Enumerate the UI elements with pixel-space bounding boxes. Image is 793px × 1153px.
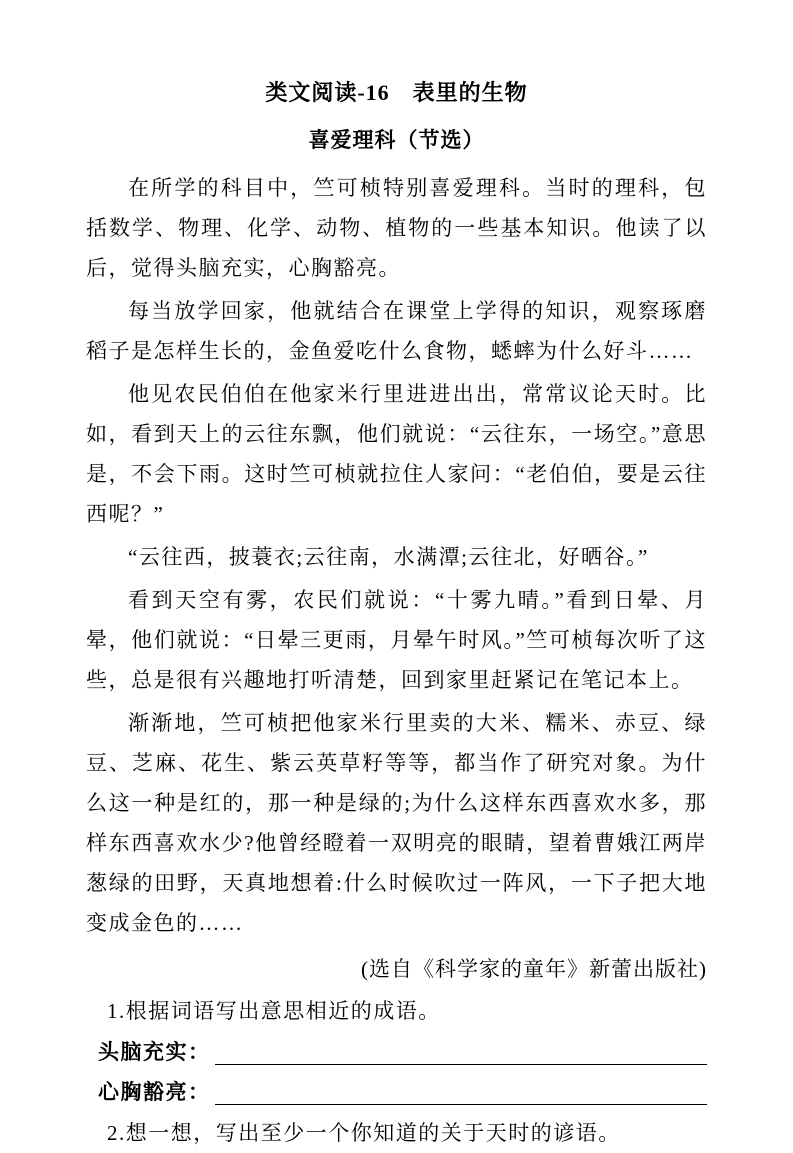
paragraph-2: 每当放学回家，他就结合在课堂上学得的知识，观察琢磨稻子是怎样生长的，金鱼爱吃什么食物，蟋蟀为什么好斗…… xyxy=(86,299,707,363)
fill-label-1: 头脑充实： xyxy=(98,1040,211,1064)
question-1: 1.根据词语写出意思相近的成语。 xyxy=(107,999,441,1023)
paragraph-3: 他见农民伯伯在他家米行里进进出出，常常议论天时。比如，看到天上的云往东飘，他们就说：“云往东，一场空。”意思是，不会下雨。这时竺可桢就拉住人家问：“老伯伯，要是云往西呢？” xyxy=(86,382,707,526)
paragraph-6: 渐渐地，竺可桢把他家米行里卖的大米、糯米、赤豆、绿豆、芝麻、花生、紫云英草籽等等，都当作了研究对象。为什么这一种是红的，那一种是绿的;为什么这样东西喜欢水多，那样东西喜欢水少?他曾经瞪着一双明亮的眼睛，望着曹娥江两岸葱绿的田野，天真地想着:什么时候吹过一阵风，一下子把大地变成金色的…… xyxy=(86,711,707,935)
question-2: 2.想一想，写出至少一个你知道的关于天时的谚语。 xyxy=(107,1121,621,1145)
fill-row-1 xyxy=(86,1033,707,1071)
fill-row-2 xyxy=(86,1073,707,1111)
paragraph-4: “云往西，披蓑衣;云往南，水满潭;云往北，好晒谷。” xyxy=(128,545,649,569)
source-attribution: (选自《科学家的童年》新蕾出版社) xyxy=(361,957,707,981)
fill-label-2: 心胸豁亮： xyxy=(98,1080,211,1104)
document-title: 类文阅读-16 表里的生物 xyxy=(265,80,528,105)
paragraph-1: 在所学的科目中，竺可桢特别喜爱理科。当时的理科，包括数学、物理、化学、动物、植物的一些基本知识。他读了以后，觉得头脑充实，心胸豁亮。 xyxy=(86,176,707,280)
document-subtitle: 喜爱理科（节选） xyxy=(308,128,485,152)
paragraph-5: 看到天空有雾，农民们就说：“十雾九晴。”看到日晕、月晕，他们就说：“日晕三更雨，月晕午时风。”竺可桢每次听了这些，总是很有兴趣地打听清楚，回到家里赶紧记在笔记本上。 xyxy=(86,588,707,692)
answer-blank-line-1 xyxy=(215,1034,708,1065)
answer-blank-line-2 xyxy=(215,1074,708,1105)
